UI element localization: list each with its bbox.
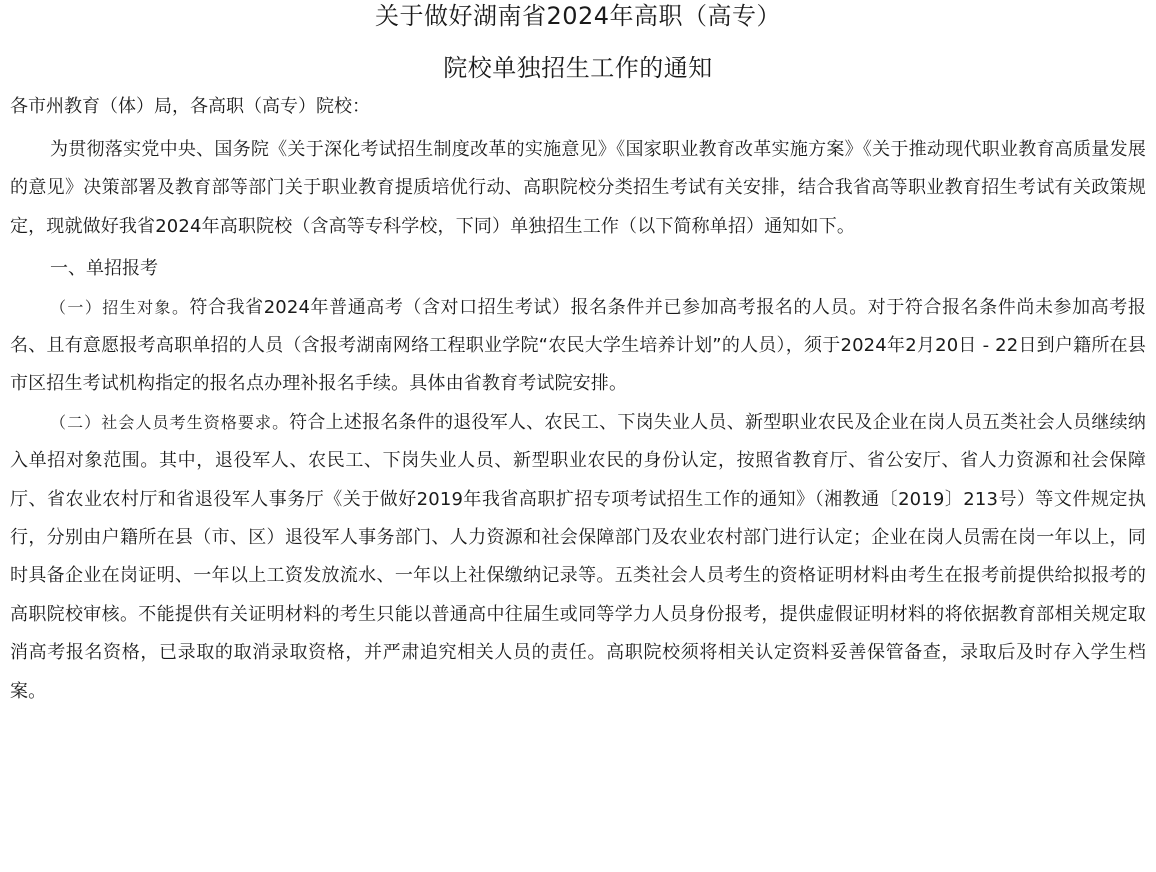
section-heading-1: 一、单招报考 (50, 258, 158, 280)
item-2-label: （二）社会人员考生资格要求。 (50, 412, 290, 432)
item-1-label: （一）招生对象。 (50, 297, 190, 317)
document-title-line2: 院校单独招生工作的通知 (443, 54, 713, 82)
item-2-paragraph (10, 404, 1146, 711)
document-page (0, 3, 1156, 872)
document-title-line1: 关于做好湖南省2024年高职（高专） (374, 2, 782, 30)
item-1-paragraph (10, 289, 1146, 404)
intro-paragraph: 为贯彻落实党中央、国务院《关于深化考试招生制度改革的实施意见》《国家职业教育改革实施方案》《关于推动现代职业教育高质量发展的意见》决策部署及教育部等部门关于职业教育提质培优行动、高职院校分类招生考试有关安排，结合我省高等职业教育招生考试有关政策规定，现就做好我省2024年高职院校（含高等专科学校，下同）单独招生工作（以下简称单招）通知如下。 (10, 139, 1146, 237)
item-2-text: 符合上述报名条件的退役军人、农民工、下岗失业人员、新型职业农民及企业在岗人员五类社会人员继续纳入单招对象范围。其中，退役军人、农民工、下岗失业人员、新型职业农民的身份认定，按照省教育厅、省公安厅、省人力资源和社会保障厅、省农业农村厅和省退役军人事务厅《关于做好2019年我省高职扩招专项考试招生工作的通知》（湘教通〔2019〕213号）等文件规定执行，分别由户籍所在县（市、区）退役军人事务部门、人力资源和社会保障部门及农业农村部门进行认定；企业在岗人员需在岗一年以上，同时具备企业在岗证明、一年以上工资发放流水、一年以上社保缴纳记录等。五类社会人员考生的资格证明材料由考生在报考前提供给拟报考的高职院校审核。不能提供有关证明材料的考生只能以普通高中往届生或同等学力人员身份报考，提供虚假证明材料的将依据教育部相关规定取消高考报名资格，已录取的取消录取资格，并严肃追究相关人员的责任。高职院校须将相关认定资料妥善保管备查，录取后及时存入学生档案。 (10, 411, 1146, 702)
item-1-text: 符合我省2024年普通高考（含对口招生考试）报名条件并已参加高考报名的人员。对于符合报名条件尚未参加高考报名、且有意愿报考高职单招的人员（含报考湖南网络工程职业学院“农民大学生培养计划”的人员），须于2024年2月20日 - 22日到户籍所在县市区招生考试机构指定的报名点办理补报名手续。具体由省教育考试院安排。 (10, 296, 1146, 395)
salutation: 各市州教育（体）局，各高职（高专）院校： (10, 96, 370, 117)
